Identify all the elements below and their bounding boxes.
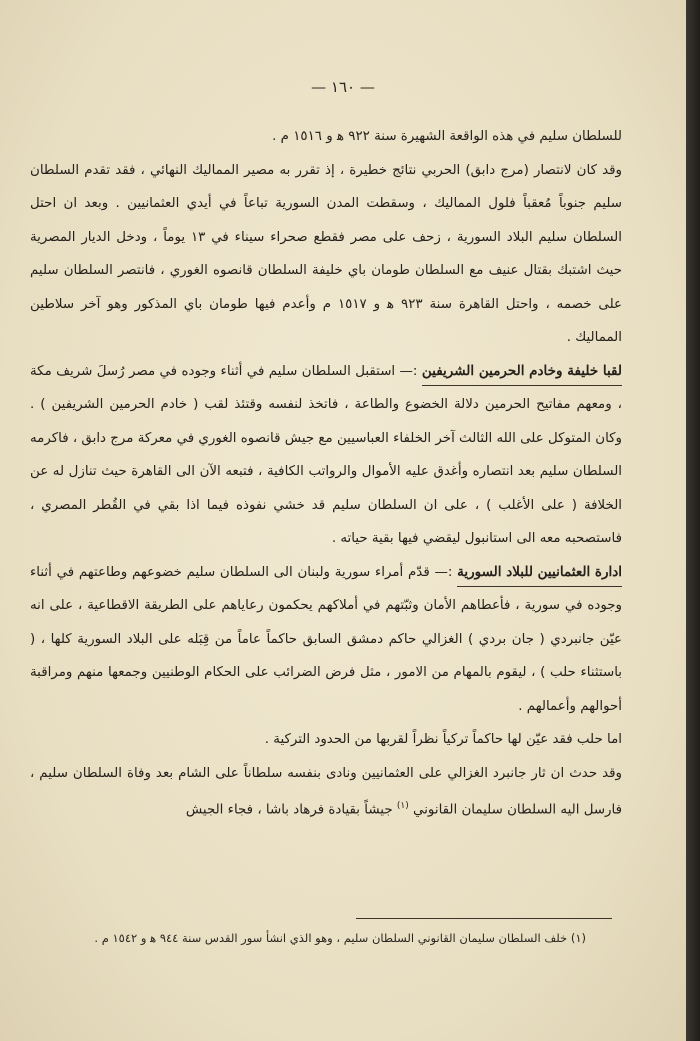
book-spine — [686, 0, 700, 1041]
paragraph-4: خضوعهم وطاعتهم في أثناء وجوده في سورية ، فأعطاهم الأمان وثبّتهم في أملاكهم يحكمون رعاياهم على الطريقة الاقطاعية ، على انه عيّن جانبردي ( جان بردي ) الغزالي حاكم دمشق السابق حاكماً عاماً من قِبَله على البلاد السورية كلها ، ( باستثناء حلب ) ، ليقوم بالمهام من الامور ، مثل فرض الضرائب على الحكام الوطنيين وجمعها منهم ومراقبة أحوالهم وأعمالهم . — [30, 564, 622, 714]
footnote: (١) خلف السلطان سليمان القانوني السلطان سليم ، وهو الذي انشأ سور القدس سنة ٩٤٤ ﻫ و ١٥٤٢ م . — [94, 931, 586, 945]
footnote-marker: (١) — [396, 801, 409, 811]
body-text — [30, 120, 622, 827]
footnote-divider — [356, 918, 612, 919]
heading-syria-admin: ادارة العثمانيين للبلاد السورية — [457, 560, 622, 587]
paragraph-1: للسلطان سليم في هذه الواقعة الشهيرة سنة ٩٢٢ ﻫ و ١٥١٦ م . — [272, 129, 622, 144]
section-caliph — [30, 355, 622, 556]
paragraph-6 — [30, 757, 622, 827]
paragraph-6-part-a: وقد حدث ان ثار جانبرد الغزالي على العثمانيين ونادى بنفسه سلطاناً على الشام بعد وفاة السلطان سليم ، فارسل اليه السلطان سليمان القانوني — [30, 765, 622, 818]
section-syria-admin — [30, 556, 622, 724]
page-number: — ١٦٠ — — [311, 78, 375, 96]
heading-caliph-title: لقبا خليفة وخادم الحرمين الشريفين — [422, 359, 622, 386]
paragraph-3: في مصر رُسلَ شريف مكة ، ومعهم مفاتيح الحرمين دلالة الخضوع والطاعة ، فاتخذ لنفسه وقتئذ لقب ( خادم الحرمين الشريفين ) . وكان المتوكل على الله الثالث آخر الخلفاء العباسيين مع جيش قانصوه الغوري في معركة مرج دابق ، فاكرمه السلطان سليم بعد انتصاره وأغدق عليه الأموال والرواتب الكافية ، فتبعه الآن الى القاهرة حيث تنازل له عن الخلافة ( على الأغلب ) ، على ان السلطان سليم قد خشي نفوذه فيما اذا بقي في القُطر المصري ، فاستصحبه معه الى استانبول ليقضي فيها بقية حياته . — [30, 363, 622, 546]
paragraph-6-part-b: جيشاً بقيادة فرهاد باشا ، فجاء الجيش — [185, 802, 393, 818]
paragraph-2: وقد كان لانتصار (مرج دابق) الحربي نتائج خطيرة ، إذ تقرر به مصير المماليك النهائي ، فقد تقدم السلطان سليم جنوباً مُعقباً فلول المماليك ، وسقطت المدن السورية تباعاً في أيدي العثمانيين . وبعد ان احتل السلطان سليم البلاد السورية ، زحف على مصر فقطع صحراء سيناء في ١٣ يوماً ، ودخل الديار المصرية حيث اشتبك بقتال عنيف مع السلطان طومان باي خليفة السلطان قانصوه الغوري ، فانتصر السلطان سليم على خصمه ، واحتل القاهرة سنة ٩٢٣ ﻫ و ١٥١٧ م وأعدم فيها طومان باي المذكور وهو آخر سلاطين المماليك . — [30, 162, 622, 345]
paragraph-5: اما حلب فقد عيّن لها حاكماً تركياً نظراً لقربها من الحدود التركية . — [264, 732, 622, 747]
section-caliph-lead: :— استقبل السلطان سليم في أثناء وجوده — [181, 363, 418, 379]
section-syria-lead: :— قدّم أمراء سورية ولبنان الى السلطان سليم — [186, 564, 453, 580]
